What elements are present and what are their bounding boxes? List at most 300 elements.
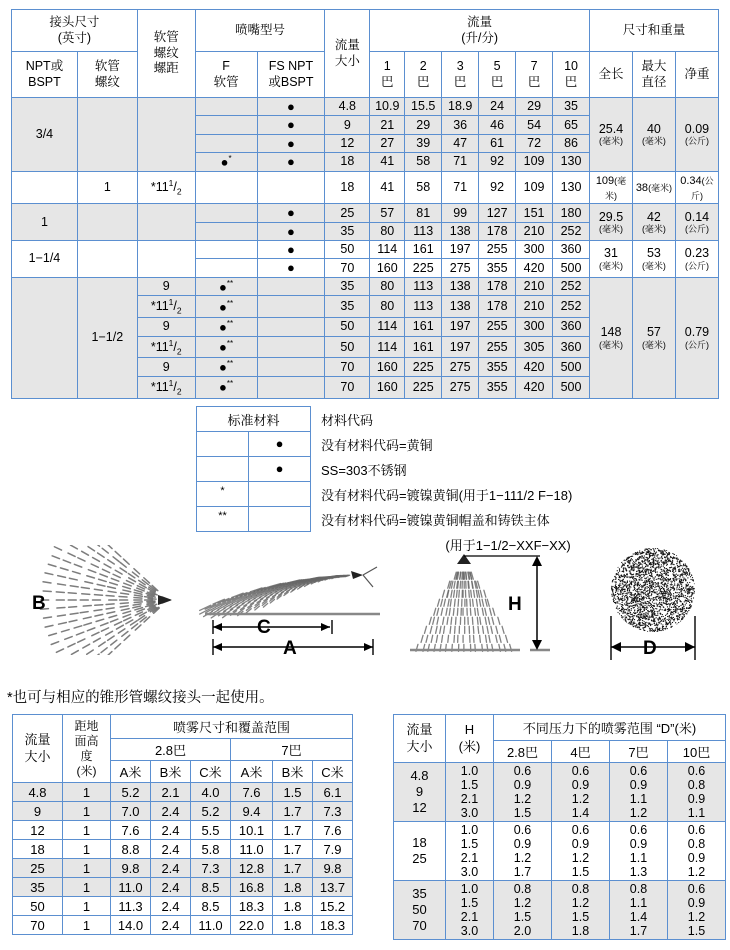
cell-net-weight: 0.09 (公斤)	[675, 98, 718, 172]
bl-height-line1: 距地	[74, 718, 99, 733]
cell-diameter-values: 0.6 0.9 1.1 1.2	[610, 763, 668, 822]
cell-flow-size: 35	[325, 296, 370, 318]
bl-header-pressure-7: 7巴	[231, 739, 353, 761]
table-row	[12, 171, 719, 204]
cell-flow-value: 29	[405, 116, 442, 134]
cell-flow-value: 113	[405, 222, 442, 240]
cell-model-f	[195, 204, 257, 222]
cell-hose-thread	[77, 204, 137, 241]
cell-model-fs-dot-icon: ●	[257, 98, 325, 116]
nozzle-specification-table	[11, 9, 719, 399]
cell-diameter-values: 0.8 1.1 1.4 1.7	[610, 881, 668, 940]
cell-flow-value: 420	[516, 259, 553, 277]
table-row-group	[394, 881, 726, 940]
cell-model-fs-dot-icon: ●	[257, 259, 325, 277]
cell-max-diameter: 53 (毫米)	[632, 241, 675, 278]
cell-flow-value: 138	[442, 277, 479, 296]
cell-flow-size: 50	[325, 241, 370, 259]
cell-overall-length: 109(毫米)	[590, 171, 633, 204]
cell-coverage-value: 1.7	[273, 802, 313, 821]
cell-net-weight: 0.14 (公斤)	[675, 204, 718, 241]
cell-model-f-dot-icon: ●**	[195, 376, 257, 398]
max-dia-line1: 最大	[641, 58, 667, 73]
cell-height: 1	[63, 878, 111, 897]
cell-max-diameter: 40 (毫米)	[632, 98, 675, 172]
materials-legend-table	[196, 406, 577, 557]
cell-flow-value: 130	[553, 171, 590, 204]
cell-flow-size: 4.8	[13, 783, 63, 802]
cell-coverage-value: 2.4	[151, 840, 191, 859]
materials-body	[197, 407, 577, 557]
cell-flow-value: 210	[516, 296, 553, 318]
cell-coverage-value: 7.6	[313, 821, 353, 840]
cell-flow-size: 50	[325, 336, 370, 358]
cell-coverage-value: 8.5	[191, 878, 231, 897]
cell-flow-value: 160	[370, 376, 405, 398]
cell-model-f	[195, 134, 257, 152]
table-row	[12, 241, 719, 259]
cell-flow-value: 360	[553, 336, 590, 358]
cell-connection-size: 1−1/4	[12, 241, 78, 278]
cell-flow-size: 9	[325, 116, 370, 134]
model-f-line2: 软管	[213, 74, 239, 89]
footnote-taper-thread: *也可与相应的锥形管螺纹接头一起使用。	[7, 690, 274, 706]
cell-model-fs	[257, 336, 325, 358]
cell-coverage-value: 1.7	[273, 859, 313, 878]
cell-flow-value: 360	[553, 318, 590, 337]
bl-header-height	[63, 715, 111, 783]
bl-height-line4: (米)	[76, 763, 97, 778]
cell-height: 1	[63, 859, 111, 878]
cell-flow-value: 72	[516, 134, 553, 152]
bl-header-spray-coverage: 喷雾尺寸和覆盖范围	[111, 715, 353, 739]
cell-hose-thread	[77, 241, 137, 278]
cell-coverage-value: 1.8	[273, 897, 313, 916]
cell-height: 1	[63, 897, 111, 916]
table-row	[12, 98, 719, 116]
diagram-label-a: A	[283, 638, 297, 659]
cell-coverage-value: 9.4	[231, 802, 273, 821]
header-npt-bspt	[12, 52, 78, 98]
cell-height: 1	[63, 916, 111, 935]
cell-flow-value: 197	[442, 336, 479, 358]
bl-header-flow-size	[13, 715, 63, 783]
conn-size-line2: (英寸)	[57, 30, 92, 45]
flow-size-line1: 流量	[334, 37, 360, 52]
cell-flow-sizes: 35 50 70	[394, 881, 446, 940]
cell-flow-value: 197	[442, 318, 479, 337]
cell-model-f	[195, 259, 257, 277]
cell-height: 1	[63, 783, 111, 802]
cell-hose-pitch: 9	[137, 277, 195, 296]
cell-flow-value: 255	[479, 241, 516, 259]
cell-diameter-values: 0.6 0.9 1.2 1.5	[668, 881, 726, 940]
cell-hose-pitch: $*11^1/_2$	[137, 171, 195, 204]
header-pressure-7	[516, 52, 553, 98]
cell-flow-value: 161	[405, 336, 442, 358]
table-row	[13, 821, 353, 840]
cell-flow-value: 360	[553, 241, 590, 259]
cell-flow-value: 225	[405, 358, 442, 377]
cell-diameter-values: 0.6 0.8 0.9 1.2	[668, 822, 726, 881]
hose-pitch-line1: 软管	[153, 30, 179, 45]
header-hose-thread	[77, 52, 137, 98]
cell-flow-value: 160	[370, 358, 405, 377]
cell-flow-value: 151	[516, 204, 553, 222]
cell-diameter-values: 0.6 0.9 1.2 1.5	[494, 763, 552, 822]
cell-coverage-value: 2.4	[151, 802, 191, 821]
material-code-title: 材料代码	[321, 412, 374, 428]
cell-flow-value: 47	[442, 134, 479, 152]
br-subheader-cell: 7巴	[610, 741, 668, 763]
cell-flow-size: 18	[325, 171, 370, 204]
cell-flow-value: 81	[405, 204, 442, 222]
header-flow-size	[325, 10, 370, 98]
cell-coverage-value: 5.2	[191, 802, 231, 821]
header-flow-rate	[370, 10, 590, 52]
bl-subheader-cell: A米	[231, 761, 273, 783]
cell-diameter-values: 0.6 0.9 1.2 1.7	[494, 822, 552, 881]
cell-connection-size: 3/4	[12, 98, 78, 172]
cell-flow-value: 41	[370, 152, 405, 171]
bl-subheader-cell: A米	[111, 761, 151, 783]
cell-flow-size: 18	[13, 840, 63, 859]
diagram-arc-spray-ca	[195, 542, 385, 672]
cell-hose-thread: 1−1/2	[77, 277, 137, 398]
cell-h-values: 1.0 1.5 2.1 3.0	[446, 822, 494, 881]
cell-model-fs-dot-icon: ●	[257, 152, 325, 171]
cell-overall-length: 29.5 (毫米)	[590, 204, 633, 241]
cell-hose-pitch: 9	[137, 358, 195, 377]
hose-thread-line2: 螺纹	[94, 74, 120, 89]
cell-diameter-values: 0.8 1.2 1.5 1.8	[552, 881, 610, 940]
cell-coverage-value: 9.8	[111, 859, 151, 878]
cell-flow-size: 50	[325, 318, 370, 337]
cell-flow-size: 70	[13, 916, 63, 935]
bl-height-line2: 面高	[74, 733, 99, 748]
header-pressure-1	[370, 52, 405, 98]
cell-model-f-dot-icon: ●**	[195, 277, 257, 296]
cell-hose-pitch	[137, 98, 195, 172]
cell-coverage-value: 22.0	[231, 916, 273, 935]
table-row	[13, 878, 353, 897]
model-fs-line2: 或BSPT	[268, 74, 314, 89]
cell-max-diameter: 42 (毫米)	[632, 204, 675, 241]
br-subheader-cell: 2.8巴	[494, 741, 552, 763]
cell-coverage-value: 7.3	[191, 859, 231, 878]
cell-flow-value: 109	[516, 171, 553, 204]
material-dot-empty	[249, 507, 311, 532]
flow-line2: (升/分)	[461, 30, 499, 45]
table-row	[13, 859, 353, 878]
materials-title: 标准材料	[197, 407, 311, 432]
diagram-circle-diameter-d	[595, 542, 725, 672]
material-description: 没有材料代码=黄铜	[321, 437, 433, 453]
br-header-spray-range: 不同压力下的喷雾范围 “D”(米)	[494, 715, 726, 741]
table-row	[13, 840, 353, 859]
cell-flow-value: 178	[479, 277, 516, 296]
materials-row	[197, 482, 577, 507]
cell-flow-size: 70	[325, 259, 370, 277]
max-dia-line2: 直径	[641, 74, 667, 89]
cell-coverage-value: 11.0	[191, 916, 231, 935]
cell-hose-pitch: $*11^1/_2$	[137, 296, 195, 318]
table-row	[13, 897, 353, 916]
cell-coverage-value: 8.5	[191, 897, 231, 916]
cell-flow-value: 114	[370, 318, 405, 337]
cell-flow-value: 54	[516, 116, 553, 134]
hose-pitch-line2: 螺纹	[153, 45, 179, 60]
table-row	[13, 916, 353, 935]
cell-max-diameter: 38(毫米)	[632, 171, 675, 204]
cell-flow-value: 65	[553, 116, 590, 134]
header-nozzle-model: 喷嘴型号	[195, 10, 325, 52]
pressure-unit-5: 巴	[490, 74, 504, 89]
bl-flow-line2: 大小	[24, 748, 51, 764]
cell-coverage-value: 2.4	[151, 821, 191, 840]
cell-coverage-value: 12.8	[231, 859, 273, 878]
cell-flow-sizes: 18 25	[394, 822, 446, 881]
cell-coverage-value: 14.0	[111, 916, 151, 935]
cell-flow-value: 71	[442, 171, 479, 204]
cell-model-f-dot-icon: ●**	[195, 318, 257, 337]
header-model-f	[195, 52, 257, 98]
cell-diameter-values: 0.6 0.9 1.2 1.4	[552, 763, 610, 822]
bl-subheader-cell: B米	[273, 761, 313, 783]
cell-flow-value: 130	[553, 152, 590, 171]
bl-flow-line1: 流量	[24, 732, 51, 748]
cell-max-diameter: 57 (毫米)	[632, 277, 675, 398]
cell-flow-value: 86	[553, 134, 590, 152]
cell-net-weight: 0.79 (公斤)	[675, 277, 718, 398]
cell-flow-value: 355	[479, 358, 516, 377]
pressure-unit-3: 巴	[453, 74, 467, 89]
br-subheader-cell: 10巴	[668, 741, 726, 763]
pressure-value-3: 3	[456, 58, 464, 73]
cell-flow-value: 58	[405, 171, 442, 204]
cell-flow-value: 21	[370, 116, 405, 134]
cell-coverage-value: 6.1	[313, 783, 353, 802]
cell-diameter-values: 0.8 1.2 1.5 2.0	[494, 881, 552, 940]
header-pressure-2	[405, 52, 442, 98]
cell-flow-value: 197	[442, 241, 479, 259]
cell-flow-value: 300	[516, 318, 553, 337]
cell-coverage-value: 2.4	[151, 916, 191, 935]
cell-flow-value: 80	[370, 277, 405, 296]
cell-model-fs-dot-icon: ●	[257, 134, 325, 152]
br-header-h	[446, 715, 494, 763]
cell-diameter-values: 0.6 0.9 1.1 1.3	[610, 822, 668, 881]
cell-flow-value: 161	[405, 241, 442, 259]
header-connection-size	[12, 10, 138, 52]
header-net-weight: 净重	[675, 52, 718, 98]
br-subheader-cell: 4巴	[552, 741, 610, 763]
cell-coverage-value: 7.9	[313, 840, 353, 859]
pressure-value-10: 10	[564, 58, 578, 73]
cell-hose-pitch: 9	[137, 318, 195, 337]
cell-height: 1	[63, 802, 111, 821]
pressure-unit-1: 巴	[381, 74, 394, 89]
cell-net-weight: 0.34(公斤)	[675, 171, 718, 204]
cell-overall-length: 148 (毫米)	[590, 277, 633, 398]
header-pressure-5	[479, 52, 516, 98]
table-row-group	[394, 763, 726, 822]
cell-flow-value: 275	[442, 376, 479, 398]
cell-flow-value: 275	[442, 259, 479, 277]
cell-hose-pitch	[137, 241, 195, 278]
cell-flow-value: 210	[516, 222, 553, 240]
table-row	[13, 802, 353, 821]
cell-hose-pitch	[137, 204, 195, 241]
materials-row	[197, 432, 577, 457]
table-row	[13, 783, 353, 802]
cell-coverage-value: 1.8	[273, 916, 313, 935]
cell-coverage-value: 11.0	[231, 840, 273, 859]
cell-flow-size: 35	[13, 878, 63, 897]
table-row-group	[394, 822, 726, 881]
material-mark	[197, 457, 249, 482]
pressure-value-1: 1	[383, 58, 391, 73]
cell-model-f	[195, 116, 257, 134]
cell-flow-value: 39	[405, 134, 442, 152]
cell-model-f	[195, 171, 257, 204]
cell-hose-pitch: $*11^1/_2$	[137, 336, 195, 358]
cell-flow-size: 50	[13, 897, 63, 916]
bl-subheader-cell: C米	[313, 761, 353, 783]
bl-subheader-cell: C米	[191, 761, 231, 783]
cell-flow-size: 12	[325, 134, 370, 152]
material-dot-icon: ●	[249, 432, 311, 457]
cell-flow-value: 36	[442, 116, 479, 134]
cell-hose-thread: 1	[77, 171, 137, 204]
cell-coverage-value: 7.6	[231, 783, 273, 802]
hose-thread-line1: 软管	[94, 58, 120, 73]
cell-flow-value: 41	[370, 171, 405, 204]
cell-overall-length: 31 (毫米)	[590, 241, 633, 278]
cell-coverage-value: 11.0	[111, 878, 151, 897]
material-mark: *	[197, 482, 249, 507]
cell-flow-value: 27	[370, 134, 405, 152]
materials-row	[197, 457, 577, 482]
cell-net-weight: 0.23 (公斤)	[675, 241, 718, 278]
cell-flow-value: 275	[442, 358, 479, 377]
pressure-unit-2: 巴	[416, 74, 430, 89]
cell-flow-size: 70	[325, 376, 370, 398]
cell-h-values: 1.0 1.5 2.1 3.0	[446, 881, 494, 940]
cell-flow-value: 255	[479, 318, 516, 337]
header-hose-thread-pitch	[137, 10, 195, 98]
cell-flow-value: 114	[370, 336, 405, 358]
cell-coverage-value: 13.7	[313, 878, 353, 897]
npt-line1: NPT或	[25, 58, 64, 73]
cell-flow-value: 305	[516, 336, 553, 358]
cell-flow-value: 500	[553, 358, 590, 377]
cell-flow-size: 18	[325, 152, 370, 171]
cell-flow-value: 10.9	[370, 98, 405, 116]
materials-row	[197, 507, 577, 532]
header-max-diameter	[632, 52, 675, 98]
cell-flow-value: 178	[479, 222, 516, 240]
cell-coverage-value: 2.4	[151, 859, 191, 878]
cell-model-f	[195, 241, 257, 259]
cell-diameter-values: 0.6 0.9 1.2 1.5	[552, 822, 610, 881]
table-row	[12, 204, 719, 222]
header-dimensions-weight: 尺寸和重量	[590, 10, 719, 52]
spray-coverage-table	[12, 714, 353, 935]
cell-flow-value: 113	[405, 296, 442, 318]
cell-flow-value: 420	[516, 358, 553, 377]
diagram-label-b: B	[32, 593, 46, 614]
cell-h-values: 1.0 1.5 2.1 3.0	[446, 763, 494, 822]
cell-model-fs	[257, 277, 325, 296]
materials-header-row	[197, 407, 577, 432]
flow-size-line2: 大小	[334, 53, 360, 68]
cell-coverage-value: 5.8	[191, 840, 231, 859]
model-fs-line1: FS NPT	[268, 58, 314, 73]
header-overall-length: 全长	[590, 52, 633, 98]
cell-model-fs-dot-icon: ●	[257, 241, 325, 259]
bl-header-pressure-2-8: 2.8巴	[111, 739, 231, 761]
cell-coverage-value: 2.4	[151, 897, 191, 916]
br-h-line2: (米)	[458, 738, 481, 754]
bl-subheader-cell: B米	[151, 761, 191, 783]
cell-flow-value: 109	[516, 152, 553, 171]
material-description: 没有材料代码=镀镍黄铜帽盖和铸铁主体	[321, 512, 550, 528]
cell-hose-pitch: $*11^1/_2$	[137, 376, 195, 398]
diagram-cone-height-h	[400, 542, 560, 672]
cell-flow-value: 24	[479, 98, 516, 116]
cell-flow-value: 138	[442, 296, 479, 318]
cell-coverage-value: 5.2	[111, 783, 151, 802]
cell-flow-value: 178	[479, 296, 516, 318]
pressure-unit-7: 巴	[527, 74, 541, 89]
cell-flow-size: 9	[13, 802, 63, 821]
bl-table-body	[13, 783, 353, 935]
cell-coverage-value: 9.8	[313, 859, 353, 878]
spray-diameter-table	[393, 714, 726, 940]
material-dot-empty	[249, 482, 311, 507]
cell-coverage-value: 1.5	[273, 783, 313, 802]
cell-flow-value: 46	[479, 116, 516, 134]
cell-model-f-dot-icon: ●*	[195, 152, 257, 171]
cell-flow-value: 225	[405, 376, 442, 398]
material-description: SS=303不锈钢	[321, 462, 407, 478]
cell-coverage-value: 16.8	[231, 878, 273, 897]
pressure-value-7: 7	[530, 58, 538, 73]
cell-flow-value: 252	[553, 222, 590, 240]
cell-flow-value: 92	[479, 171, 516, 204]
cell-flow-value: 58	[405, 152, 442, 171]
material-mark	[197, 432, 249, 457]
cell-flow-sizes: 4.8 9 12	[394, 763, 446, 822]
cell-flow-value: 160	[370, 259, 405, 277]
header-model-fs	[257, 52, 325, 98]
cell-model-fs	[257, 171, 325, 204]
cell-coverage-value: 1.7	[273, 821, 313, 840]
cell-coverage-value: 18.3	[231, 897, 273, 916]
br-flow-line1: 流量	[406, 722, 433, 738]
cell-flow-size: 25	[13, 859, 63, 878]
cell-height: 1	[63, 821, 111, 840]
cell-flow-value: 18.9	[442, 98, 479, 116]
model-f-line1: F	[222, 58, 230, 73]
cell-flow-value: 127	[479, 204, 516, 222]
cell-coverage-value: 8.8	[111, 840, 151, 859]
br-header-flow-size	[394, 715, 446, 763]
cell-connection-size: 1	[12, 204, 78, 241]
cell-coverage-value: 7.0	[111, 802, 151, 821]
cell-flow-size: 35	[325, 222, 370, 240]
